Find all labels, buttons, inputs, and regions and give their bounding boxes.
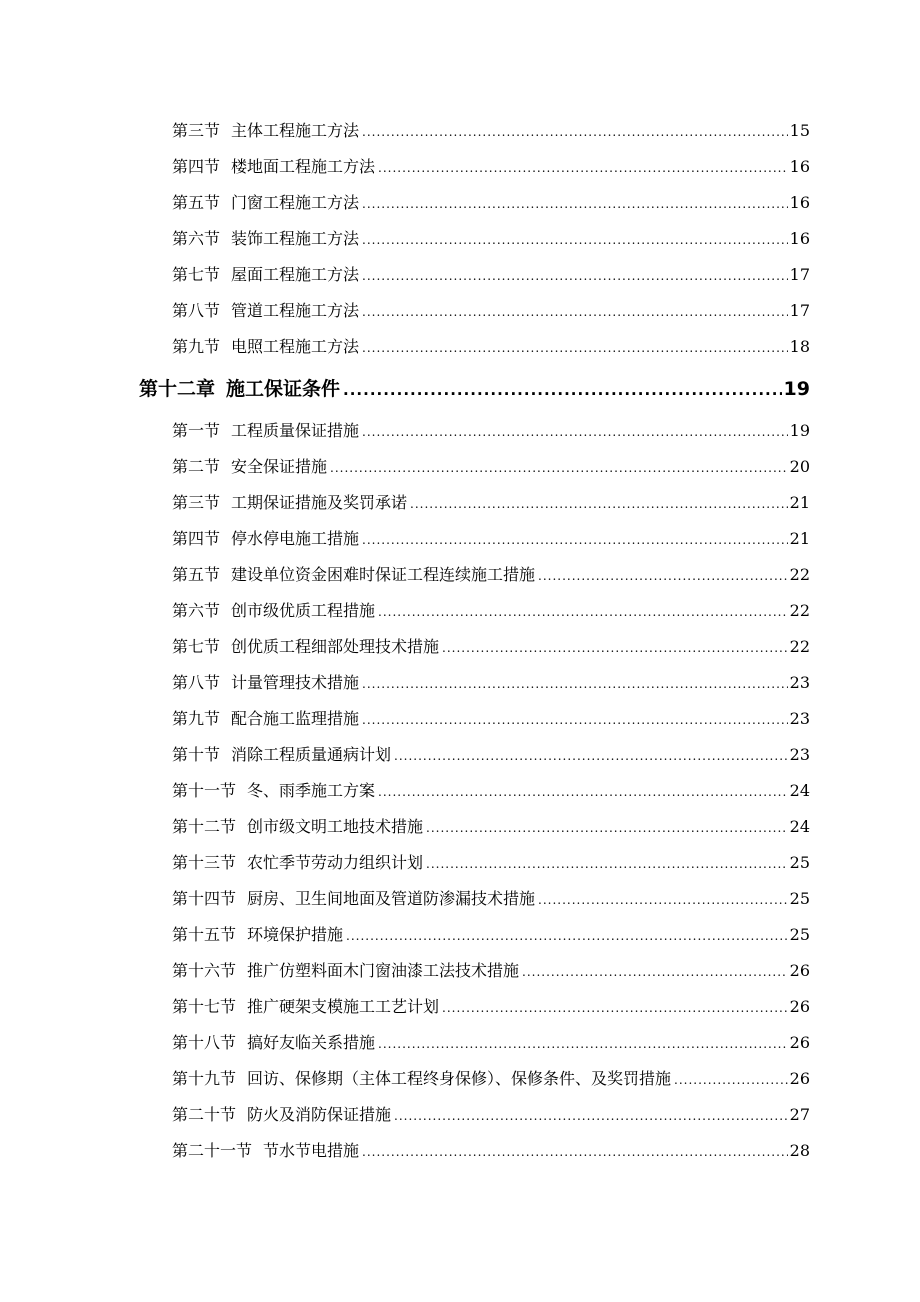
- toc-entry-title: 搞好友临关系措施: [247, 1033, 376, 1052]
- toc-section-entry[interactable]: [172, 1032, 810, 1054]
- toc-entry-title: 创市级文明工地技术措施: [247, 817, 424, 836]
- toc-entry-page: 19: [783, 378, 810, 400]
- toc-entry-number: 第三节: [172, 493, 221, 512]
- toc-entry-number: 第八节: [172, 301, 221, 320]
- toc-entry-page: 25: [789, 925, 810, 944]
- toc-entry-number: 第十二章: [139, 378, 216, 400]
- toc-leader-dots: [378, 156, 788, 179]
- toc-section-entry[interactable]: [172, 156, 810, 178]
- toc-section-entry[interactable]: [172, 708, 810, 730]
- toc-leader-dots: [362, 420, 788, 443]
- toc-entry-page: 26: [789, 997, 810, 1016]
- toc-entry-title: 回访、保修期（主体工程终身保修）、保修条件、及奖罚措施: [247, 1069, 672, 1088]
- toc-entry-page: 21: [789, 493, 810, 512]
- toc-entry-number: 第六节: [172, 229, 221, 248]
- toc-leader-dots: [362, 336, 788, 359]
- toc-entry-title: 楼地面工程施工方法: [231, 157, 376, 176]
- toc-entry-title: 推广仿塑料面木门窗油漆工法技术措施: [247, 961, 520, 980]
- toc-leader-dots: [346, 924, 788, 947]
- toc-leader-dots: [538, 564, 788, 587]
- toc-leader-dots: [410, 492, 788, 515]
- toc-leader-dots: [522, 960, 788, 983]
- toc-section-entry[interactable]: [172, 264, 810, 286]
- toc-entry-page: 16: [789, 193, 810, 212]
- toc-entry-number: 第三节: [172, 121, 221, 140]
- toc-entry-page: 25: [789, 889, 810, 908]
- toc-section-entry[interactable]: [172, 564, 810, 586]
- toc-entry-title: 配合施工监理措施: [231, 709, 360, 728]
- toc-entry-title: 推广硬架支模施工工艺计划: [247, 997, 440, 1016]
- toc-leader-dots: [674, 1068, 788, 1091]
- toc-entry-page: 16: [789, 157, 810, 176]
- toc-entry-title: 农忙季节劳动力组织计划: [247, 853, 424, 872]
- toc-entry-title: 创优质工程细部处理技术措施: [231, 637, 440, 656]
- toc-section-entry[interactable]: [172, 1140, 810, 1162]
- toc-entry-number: 第九节: [172, 709, 221, 728]
- toc-leader-dots: [378, 1032, 788, 1055]
- toc-section-entry[interactable]: [172, 492, 810, 514]
- toc-entry-title: 消除工程质量通病计划: [231, 745, 392, 764]
- toc-section-entry[interactable]: [172, 852, 810, 874]
- toc-entry-page: 22: [789, 637, 810, 656]
- toc-entry-page: 27: [789, 1105, 810, 1124]
- toc-entry-page: 23: [789, 673, 810, 692]
- toc-entry-number: 第十一节: [172, 781, 237, 800]
- toc-entry-number: 第七节: [172, 637, 221, 656]
- toc-leader-dots: [538, 888, 788, 911]
- toc-entry-number: 第四节: [172, 529, 221, 548]
- toc-entry-number: 第八节: [172, 673, 221, 692]
- toc-entry-page: 26: [789, 1069, 810, 1088]
- toc-leader-dots: [362, 120, 788, 143]
- toc-entry-number: 第二节: [172, 457, 221, 476]
- toc-entry-number: 第七节: [172, 265, 221, 284]
- toc-section-entry[interactable]: [172, 420, 810, 442]
- toc-leader-dots: [362, 264, 788, 287]
- toc-entry-title: 创市级优质工程措施: [231, 601, 376, 620]
- toc-entry-page: 21: [789, 529, 810, 548]
- toc-leader-dots: [362, 708, 788, 731]
- toc-entry-title: 工期保证措施及奖罚承诺: [231, 493, 408, 512]
- toc-entry-title: 节水节电措施: [263, 1141, 360, 1160]
- toc-leader-dots: [362, 228, 788, 251]
- toc-leader-dots: [442, 636, 788, 659]
- toc-entry-page: 22: [789, 601, 810, 620]
- toc-leader-dots: [378, 600, 788, 623]
- toc-entry-title: 厨房、卫生间地面及管道防渗漏技术措施: [247, 889, 536, 908]
- toc-leader-dots: [362, 300, 788, 323]
- toc-entry-page: 24: [789, 817, 810, 836]
- toc-entry-number: 第二十节: [172, 1105, 237, 1124]
- toc-entry-title: 冬、雨季施工方案: [247, 781, 376, 800]
- toc-section-entry[interactable]: [172, 228, 810, 250]
- toc-entry-number: 第十八节: [172, 1033, 237, 1052]
- toc-entry-page: 17: [789, 301, 810, 320]
- toc-section-entry[interactable]: [172, 888, 810, 910]
- toc-entry-title: 工程质量保证措施: [231, 421, 360, 440]
- toc-entry-title: 屋面工程施工方法: [231, 265, 360, 284]
- toc-entry-number: 第十节: [172, 745, 221, 764]
- toc-entry-number: 第十四节: [172, 889, 237, 908]
- toc-entry-number: 第九节: [172, 337, 221, 356]
- toc-section-entry[interactable]: [172, 192, 810, 214]
- toc-entry-number: 第十七节: [172, 997, 237, 1016]
- toc-leader-dots: [362, 192, 788, 215]
- toc-section-entry[interactable]: [172, 672, 810, 694]
- toc-leader-dots: [330, 456, 788, 479]
- toc-entry-page: 23: [789, 745, 810, 764]
- toc-section-entry[interactable]: [172, 600, 810, 622]
- toc-entry-number: 第一节: [172, 421, 221, 440]
- toc-entry-page: 16: [789, 229, 810, 248]
- toc-entry-number: 第十二节: [172, 817, 237, 836]
- toc-entry-title: 电照工程施工方法: [231, 337, 360, 356]
- toc-entry-page: 23: [789, 709, 810, 728]
- toc-entry-page: 22: [789, 565, 810, 584]
- toc-section-entry[interactable]: [172, 300, 810, 322]
- toc-entry-page: 17: [789, 265, 810, 284]
- toc-entry-title: 环境保护措施: [247, 925, 344, 944]
- toc-leader-dots: [343, 376, 782, 403]
- toc-entry-page: 28: [789, 1141, 810, 1160]
- toc-entry-number: 第十五节: [172, 925, 237, 944]
- toc-entry-number: 第五节: [172, 565, 221, 584]
- toc-chapter-entry[interactable]: [139, 376, 810, 402]
- toc-entry-title: 建设单位资金困难时保证工程连续施工措施: [231, 565, 536, 584]
- toc-section-entry[interactable]: [172, 528, 810, 550]
- toc-leader-dots: [426, 852, 788, 875]
- toc-entry-number: 第四节: [172, 157, 221, 176]
- toc-entry-title: 防火及消防保证措施: [247, 1105, 392, 1124]
- toc-section-entry[interactable]: [172, 336, 810, 358]
- toc-entry-title: 安全保证措施: [231, 457, 328, 476]
- toc-entry-page: 24: [789, 781, 810, 800]
- toc-section-entry[interactable]: [172, 120, 810, 142]
- toc-entry-title: 装饰工程施工方法: [231, 229, 360, 248]
- toc-leader-dots: [394, 744, 788, 767]
- toc-entry-number: 第六节: [172, 601, 221, 620]
- toc-entry-title: 管道工程施工方法: [231, 301, 360, 320]
- toc-section-entry[interactable]: [172, 1104, 810, 1126]
- toc-leader-dots: [362, 672, 788, 695]
- toc-entry-title: 主体工程施工方法: [231, 121, 360, 140]
- toc-entry-number: 第五节: [172, 193, 221, 212]
- toc-entry-number: 第十九节: [172, 1069, 237, 1088]
- toc-entry-page: 15: [789, 121, 810, 140]
- toc-section-entry[interactable]: [172, 1068, 810, 1090]
- toc-leader-dots: [442, 996, 788, 1019]
- toc-entry-page: 19: [789, 421, 810, 440]
- toc-section-entry[interactable]: [172, 996, 810, 1018]
- toc-entry-page: 26: [789, 1033, 810, 1052]
- toc-entry-number: 第二十一节: [172, 1141, 253, 1160]
- toc-section-entry[interactable]: [172, 744, 810, 766]
- toc-entry-title: 停水停电施工措施: [231, 529, 360, 548]
- toc-entry-number: 第十三节: [172, 853, 237, 872]
- toc-section-entry[interactable]: [172, 636, 810, 658]
- toc-leader-dots: [426, 816, 788, 839]
- toc-section-entry[interactable]: [172, 924, 810, 946]
- toc-entry-number: 第十六节: [172, 961, 237, 980]
- toc-leader-dots: [394, 1104, 788, 1127]
- toc-entry-page: 25: [789, 853, 810, 872]
- toc-section-entry[interactable]: [172, 960, 810, 982]
- toc-leader-dots: [378, 780, 788, 803]
- toc-section-entry[interactable]: [172, 456, 810, 478]
- toc-entry-title: 施工保证条件: [226, 378, 341, 400]
- toc-entry-page: 20: [789, 457, 810, 476]
- toc-section-entry[interactable]: [172, 780, 810, 802]
- toc-entry-title: 门窗工程施工方法: [231, 193, 360, 212]
- toc-leader-dots: [362, 1140, 788, 1163]
- toc-entry-page: 26: [789, 961, 810, 980]
- toc-entry-page: 18: [789, 337, 810, 356]
- toc-section-entry[interactable]: [172, 816, 810, 838]
- toc-entry-title: 计量管理技术措施: [231, 673, 360, 692]
- toc-leader-dots: [362, 528, 788, 551]
